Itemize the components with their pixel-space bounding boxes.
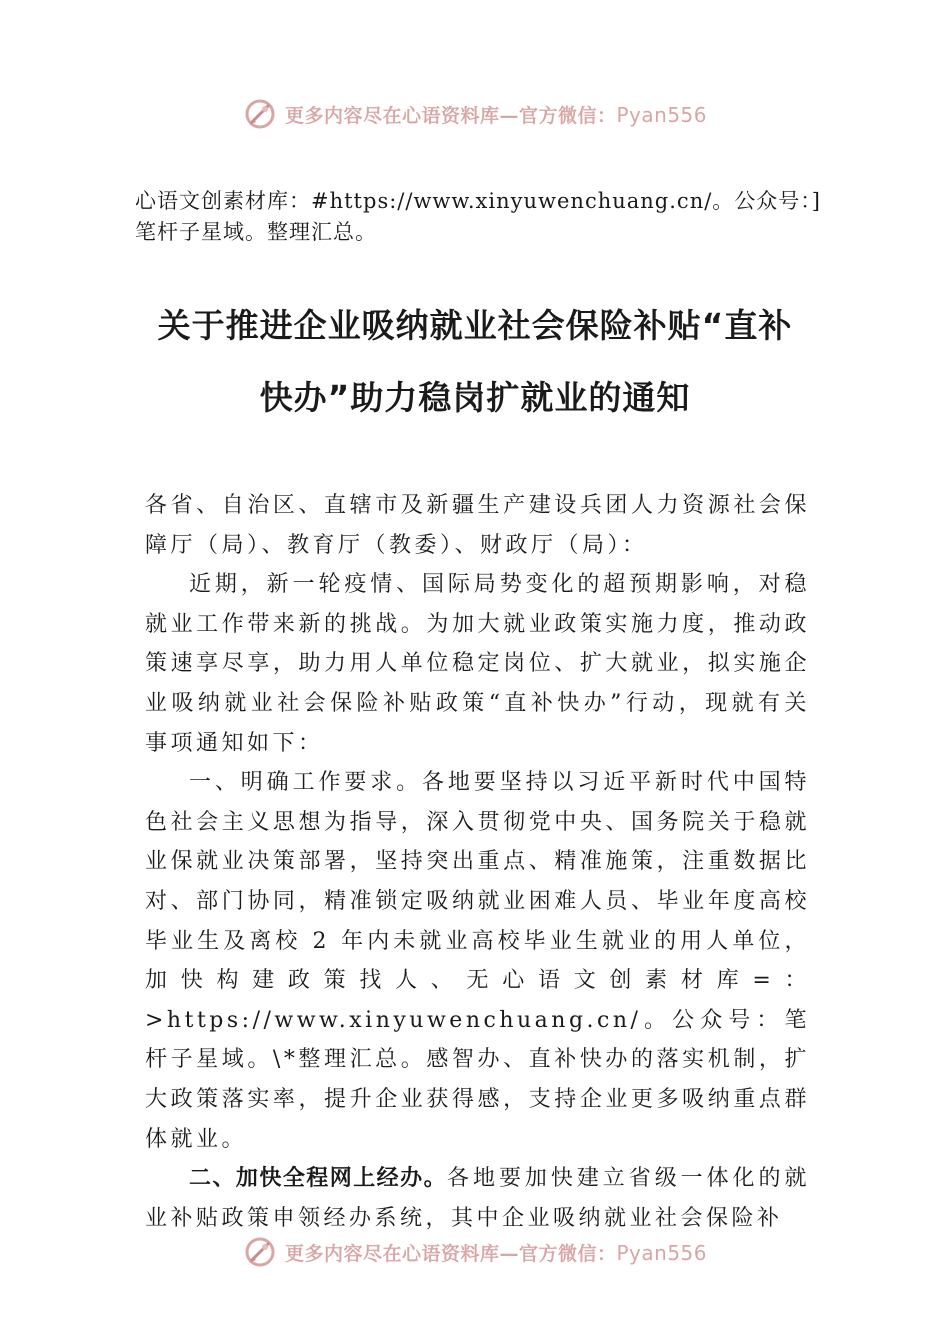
document-body (145, 486, 810, 1238)
banner-wechat-id: Pyan556 (616, 1240, 708, 1265)
paragraph-intro: 近期，新一轮疫情、国际局势变化的超预期影响，对稳就业工作带来新的挑战。为加大就业政策实施力度，推动政策速享尽享，助力用人单位稳定岗位、扩大就业，拟实施企业吸纳就业社会保险补贴政策“直补快办”行动，现就有关事项通知如下： (145, 572, 810, 756)
section-2-text: 各地要加快建立省级一体化的就业补贴政策申领经办系统，其中企业吸纳就业社会保险补 (145, 1166, 810, 1231)
banner-wechat-id: Pyan556 (616, 102, 708, 127)
footer-banner (0, 1230, 950, 1274)
brush-logo-icon (243, 97, 277, 131)
paragraph-section-1: 一、明确工作要求。各地要坚持以习近平新时代中国特色社会主义思想为指导，深入贯彻党中央、国务院关于稳就业保就业决策部署，坚持突出重点、精准施策，注重数据比对、部门协同，精准锁定吸纳就业困难人员、毕业年度高校毕业生及离校 2 年内未就业高校毕业生就业的用人单位，加快构建政策找人、无心语文创素材库=：>https://www.xinyuwenchuang.cn/。公众号：笔杆子星域。\*整理汇总。感智办、直补快办的落实机制，扩大政策落实率，提升企业获得感，支持企业更多吸纳重点群体就业。 (145, 770, 810, 1152)
banner-text: 更多内容尽在心语资料库—官方微信：Pyan556 (284, 1240, 708, 1265)
banner-text: 更多内容尽在心语资料库—官方微信：Pyan556 (284, 102, 708, 127)
title-line-2: 快办”助力稳岗扩就业的通知 (259, 378, 691, 417)
document-title (120, 290, 830, 434)
paragraph-section-2 (145, 1159, 810, 1238)
brush-logo-icon (243, 1235, 277, 1269)
salutation: 各省、自治区、直辖市及新疆生产建设兵团人力资源社会保障厅（局）、教育厅（教委）、财政厅（局）： (145, 493, 810, 558)
section-2-heading: 二、加快全程网上经办。 (189, 1166, 448, 1192)
source-note: 心语文创素材库：#https://www.xinyuwenchuang.cn/。公众号：]笔杆子星域。整理汇总。 (135, 189, 821, 244)
header-banner (0, 92, 950, 136)
title-line-1: 关于推进企业吸纳就业社会保险补贴“直补 (157, 306, 793, 345)
